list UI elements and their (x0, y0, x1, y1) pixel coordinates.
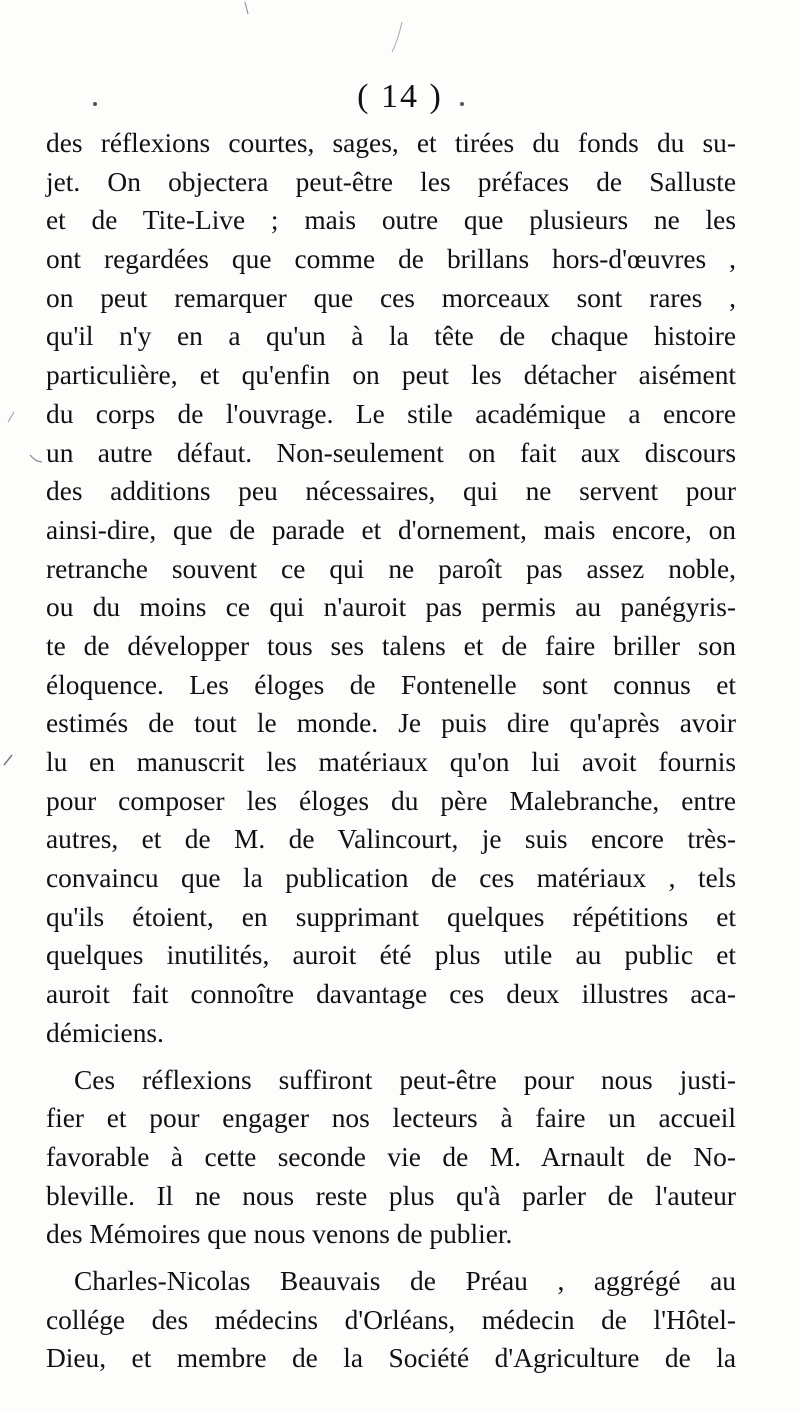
text-line: te de développer tous ses talens et de faire briller son (46, 630, 736, 661)
paragraph-gap (46, 1053, 736, 1061)
text-line: et de Tite-Live ; mais outre que plusieurs ne les (46, 205, 736, 236)
text-line: des Mémoires que nous venons de publier. (46, 1219, 513, 1250)
text-line: qu'il n'y en a qu'un à la tête de chaque histoire (46, 321, 736, 352)
text-line: bleville. Il ne nous reste plus qu'à parler de l'auteur (46, 1180, 736, 1211)
text-line: retranche souvent ce qui ne paroît pas assez noble, (46, 553, 736, 584)
text-line: des additions peu nécessaires, qui ne servent pour (46, 476, 736, 507)
text-line: autres, et de M. de Valincourt, je suis encore très- (46, 824, 736, 855)
text-line: un autre défaut. Non-seulement on fait aux discours (46, 437, 736, 468)
text-line: collége des médecins d'Orléans, médecin de l'Hôtel- (46, 1304, 736, 1335)
page-number: ( 14 ) (357, 78, 443, 115)
text-line: Charles-Nicolas Beauvais de Préau , aggrégé au (74, 1265, 736, 1296)
text-line: on peut remarquer que ces morceaux sont rares , (46, 282, 736, 313)
text-line: Dieu, et membre de la Société d'Agriculture de la (46, 1343, 736, 1374)
text-line: jet. On objectera peut-être les préfaces de Salluste (46, 166, 736, 197)
paragraph-1 (46, 124, 736, 1053)
text-line: Ces réflexions suffiront peut-être pour nous justi- (74, 1064, 736, 1095)
text-line: démiciens. (46, 1017, 164, 1048)
text-line: estimés de tout le monde. Je puis dire qu'après avoir (46, 708, 736, 739)
text-line: ont regardées que comme de brillans hors-d'œuvres , (46, 244, 736, 275)
paragraph-2 (46, 1061, 736, 1254)
text-line: qu'ils étoient, en supprimant quelques répétitions et (46, 901, 736, 932)
text-line: ou du moins ce qui n'auroit pas permis au panégyris- (46, 592, 736, 623)
paragraph-3 (46, 1262, 736, 1378)
text-line: éloquence. Les éloges de Fontenelle sont connus et (46, 669, 736, 700)
text-line: ainsi-dire, que de parade et d'ornement, mais encore, on (46, 514, 736, 545)
text-line: des réflexions courtes, sages, et tirées du fonds du su- (46, 128, 736, 158)
text-line: lu en manuscrit les matériaux qu'on lui avoit fournis (46, 747, 736, 777)
paragraph-gap (46, 1254, 736, 1262)
text-line: particulière, et qu'enfin on peut les détacher aisément (46, 360, 736, 391)
body-text (46, 124, 736, 1378)
text-line: du corps de l'ouvrage. Le stile académique a encore (46, 398, 736, 429)
text-line: favorable à cette seconde vie de M. Arnault de No- (46, 1141, 736, 1172)
text-line: fier et pour engager nos lecteurs à faire un accueil (46, 1103, 736, 1134)
text-line: quelques inutilités, auroit été plus utile au public et (46, 940, 736, 971)
text-line: auroit fait connoître davantage ces deux illustres aca- (46, 979, 736, 1010)
text-line: convaincu que la publication de ces matériaux , tels (46, 863, 736, 894)
text-line: pour composer les éloges du père Malebranche, entre (46, 785, 736, 816)
